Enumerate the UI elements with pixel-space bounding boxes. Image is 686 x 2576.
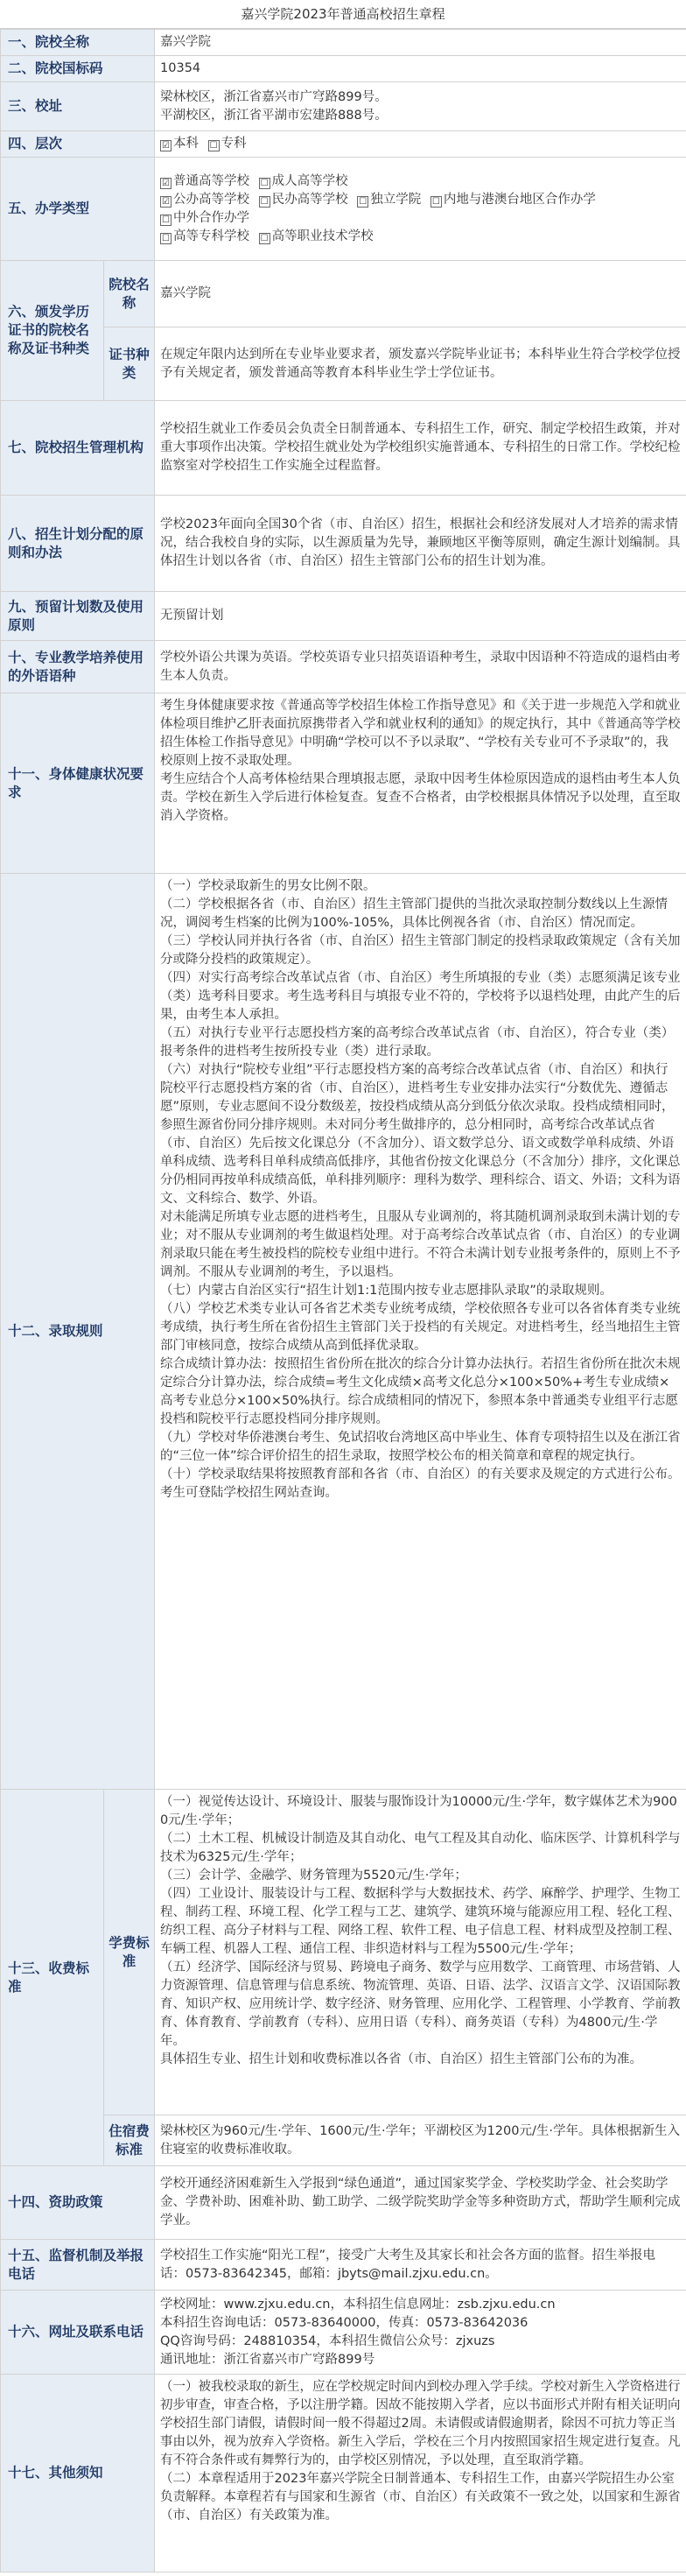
contact-line: 学校网址：www.zjxu.edu.cn，本科招生信息网址：zsb.zjxu.edu.cn [160,2297,556,2312]
paragraph: （七）内蒙古自治区实行“招生计划1:1范围内按专业志愿排队录取”的录取规则。 [160,1284,612,1298]
row-header: 八、招生计划分配的原则和办法 [1,496,155,592]
row-value: 学校开通经济困难新生入学报到“绿色通道”，通过国家奖学金、学校奖助学金、社会奖助学金、学费补助、困难补助、勤工助学、二级学院奖助学金等多种资助方式，帮助学生顺利完成学业。 [155,2166,686,2240]
row-value [155,693,686,874]
row-value [155,874,686,1790]
paragraph: （九）学校对华侨港澳台考生、免试招收台湾地区高中毕业生、体育专项特招生以及在浙江省的“三位一体”综合评价招生的招生录取，按照学校公布的相关简章和章程的规定执行。 [160,1431,681,1463]
row-certificate-type [1,327,686,401]
paragraph: （三）会计学、金融学、财务管理为5520元/生·学年； [160,1869,467,1883]
unchecked-checkbox-icon: ☐ [430,196,442,208]
row-header: 四、层次 [1,131,155,158]
row-header: 十三、收费标准 [1,1790,104,2166]
campus-line: 平湖校区，浙江省平湖市宏建路888号。 [160,108,388,123]
row-value: 嘉兴学院 [155,30,686,56]
sub-header: 住宿费标准 [104,2115,155,2166]
row-header: 十、专业教学培养使用 的外语语种 [1,641,155,693]
row-contact [1,2291,686,2375]
unchecked-checkbox-icon: ☐ [259,196,270,208]
paragraph: （八）学校艺术类专业认可各省艺术类专业统考成绩，学校依照各专业可以各省体育类专业统考成绩，执行考生所在省份招生主管部门关于投档的有关规定。对进档考生，经当地招生主管部门审核同意，按综合成绩从高到低择优录取。 [160,1302,681,1353]
paragraph: （四）对实行高考综合改革试点省（市、自治区）考生所填报的专业（类）志愿须满足该专业（类）选考科目要求。考生选考科目与填报专业不符的，学校将予以退档处理，由此产生的后果，由考生本人承担。 [160,971,681,1022]
row-header: 十五、监督机制及举报电话 [1,2240,155,2291]
row-value [155,131,686,158]
row-header: 九、预留计划数及使用 原则 [1,592,155,641]
row-school-type [1,158,686,261]
row-health-requirements [1,693,686,874]
paragraph: （一）视觉传达设计、环境设计、服装与服饰设计为10000元/生·学年，数字媒体艺术为9000元/生·学年； [160,1795,677,1827]
sub-header: 证书种类 [104,327,155,401]
option-junior-college: ☐ 专科 [208,137,247,151]
sub-header: 学费标准 [104,1790,155,2115]
paragraph: 考生应结合个人高考体检结果合理填报志愿，录取中因考生体检原因造成的退档由考生本人负责。学校在新生入学后进行体检复查。复查不合格者，由学校根据具体情况予以处理，直至取消入学资格。 [160,772,681,823]
contact-line: QQ咨询号码：248810354，本科招生微信公众号：zjxuzs [160,2333,495,2348]
unchecked-checkbox-icon: ☐ [160,233,172,244]
row-value: ☑ 普通高等学校 ☐ 成人高等学校 ☑ 公办高等学校 ☐ 民办高等学校 ☐ 独立学院 ☐ 内地与港澳台地区合作办学 ☐ 中外合作办学 ☐ 高等专科学校 ☐ 高等职业技术学校 [155,158,686,261]
row-value [155,2375,686,2572]
row-header: 十七、其他须知 [1,2375,155,2572]
option-undergraduate: ☑ 本科 [160,137,199,151]
row-value [155,82,686,131]
row-other-notes [1,2375,686,2572]
paragraph: 对未能满足所填专业志愿的进档考生，且服从专业调剂的，将其随机调剂录取到未满计划的专业；对不服从专业调剂的考生做退档处理。对于高考综合改革试点省（市、自治区）的专业调剂录取只能在考生被投档的院校专业组中进行。不符合未满计划专业报考条件的，原则上不予调剂。不服从专业调剂的考生，予以退档。 [160,1210,681,1279]
row-value: 无预留计划 [155,592,686,641]
paragraph: （二）本章程适用于2023年嘉兴学院全日制普通本、专科招生工作，由嘉兴学院招生办公室负责解释。本章程若有与国家和生源省（市、自治区）有关政策不一致之处，以国家和生源省（市、自治区）有关政策为准。 [160,2472,681,2523]
row-level [1,131,686,158]
paragraph: （二）学校根据各省（市、自治区）招生主管部门提供的当批次录取控制分数线以上生源情况，调阅考生档案的比例为100%-105%，具体比例视各省（市、自治区）情况而定。 [160,897,668,930]
row-institution-name [1,30,686,56]
paragraph: （四）工业设计、服装设计与工程、数据科学与大数据技术、药学、麻醉学、护理学、生物工程、制药工程、环境工程、化学工程与工艺、建筑学、建筑环境与能源应用工程、轻化工程、纺织工程、高分子材料与工程、网络工程、软件工程、电子信息工程、材料成型及控制工程、车辆工程、机器人工程、通信工程、非织造材料与工程为5500元/生·学年； [160,1887,681,1956]
row-value: 学校招生工作实施“阳光工程”，接受广大考生及其家长和社会各方面的监督。招生举报电话：0573-83642345，邮箱：jbyts@mail.zjxu.edu.cn。 [155,2240,686,2291]
row-plan-principles [1,496,686,592]
paragraph: （二）土木工程、机械设计制造及其自动化、电气工程及其自动化、临床医学、计算机科学与技术为6325元/生·学年； [160,1832,681,1864]
row-tuition [1,1790,686,2115]
sub-header: 院校名称 [104,261,155,327]
row-admin-org [1,401,686,496]
row-admission-rules [1,874,686,1790]
paragraph: （十）学校录取结果将按照教育部和各省（市、自治区）的有关要求及规定的方式进行公布。考生可登陆学校招生网站查询。 [160,1467,681,1500]
row-header: 十六、网址及联系电话 [1,2291,155,2375]
row-value: 学校外语公共课为英语。学校英语专业只招英语语种考生，录取中因语种不符造成的退档由考生本人负责。 [155,641,686,693]
row-financial-aid [1,2166,686,2240]
row-accommodation [1,2115,686,2166]
paragraph: 具体招生专业、招生计划和收费标准以各省（市、自治区）招生主管部门公布的为准。 [160,2052,643,2066]
row-header: 一、院校全称 [1,30,155,56]
row-header: 十四、资助政策 [1,2166,155,2240]
paragraph: （一）学校录取新生的男女比例不限。 [160,879,376,893]
row-reserved-plan [1,592,686,641]
row-value: 学校2023年面向全国30个省（市、自治区）招生，根据社会和经济发展对人才培养的需求情况，结合我校自身的实际，以生源质量为先导，兼顾地区平衡等原则，确定生源计划编制。具体招生计划以各省（市、自治区）招生主管部门公布的招生计划为准。 [155,496,686,592]
contact-line: 本科招生咨询电话：0573-83640000，传真：0573-83642036 [160,2315,528,2330]
checked-checkbox-icon: ☑ [160,178,172,189]
unchecked-checkbox-icon: ☐ [259,178,270,189]
checked-checkbox-icon: ☑ [160,140,172,151]
row-header: 三、校址 [1,82,155,131]
campus-line: 梁林校区，浙江省嘉兴市广穹路899号。 [160,89,388,104]
row-value: 梁林校区为960元/生·学年、1600元/生·学年；平湖校区为1200元/生·学年。具体根据新生入住寝室的收费标准收取。 [155,2115,686,2166]
row-value [155,2291,686,2375]
paragraph: （六）对执行“院校专业组”平行志愿投档方案的高考综合改革试点省（市、自治区）和执行院校平行志愿投档方案的省（市、自治区），进档考生专业安排办法实行“分数优先、遵循志愿”原则，专业志愿间不设分数级差，按投档成绩从高分到低分依次录取。投档成绩相同时，参照生源省份同分排序规则。未对同分考生做排序的，总分相同时，高考综合改革试点省（市、自治区）先后按文化课总分（不含加分）、语文数学总分、语文或数学单科成绩、外语单科成绩、选考科目单科成绩高低排序，其他省份按文化课总分（不含加分）排序，文化课总分仍相同再按单科成绩高低，单科排列顺序：理科为数学、理科综合、语文、外语；文科为语文、文科综合、数学、外语。 [160,1063,681,1206]
row-address [1,82,686,131]
row-header: 七、院校招生管理机构 [1,401,155,496]
unchecked-checkbox-icon: ☐ [357,196,368,208]
admission-rules-table [0,29,686,2572]
row-header: 十一、身体健康状况要求 [1,693,155,874]
row-supervision [1,2240,686,2291]
row-value: 嘉兴学院 [155,261,686,327]
row-institution-code [1,56,686,82]
row-header: 五、办学类型 [1,158,155,261]
row-header: 六、颁发学历证书的院校名称及证书种类 [1,261,104,401]
row-header: 十二、录取规则 [1,874,155,1790]
paragraph: 考生身体健康要求按《普通高等学校招生体检工作指导意见》和《关于进一步规范入学和就业体检项目维护乙肝表面抗原携带者入学和就业权利的通知》的规定执行，其中《普通高等学校招生体检工作指导意见》中明确“学校可以不予以录取”、“学校有关专业可不予录取”的，我校原则上按不录取处理。 [160,699,681,768]
page-title: 嘉兴学院2023年普通高校招生章程 [0,0,686,29]
unchecked-checkbox-icon: ☐ [208,140,220,151]
row-certificate [1,261,686,327]
unchecked-checkbox-icon: ☐ [259,233,270,244]
row-value [155,1790,686,2115]
paragraph: （一）被我校录取的新生，应在学校规定时间内到校办理入学手续。学校对新生入学资格进行初步审查，审查合格，予以注册学籍。因故不能按期入学者，应以书面形式并附有相关证明向学校招生部门请假，请假时间一般不得超过2周。未请假或请假逾期者，除因不可抗力等正当事由以外，视为放弃入学资格。新生入学后，学校在三个月内按照国家招生规定进行复查。凡有不符合条件或有舞弊行为的，由学校区别情况，予以处理，直至取消学籍。 [160,2380,681,2467]
row-value: 10354 [155,56,686,82]
row-value: 学校招生就业工作委员会负责全日制普通本、专科招生工作，研究、制定学校招生政策，并对重大事项作出决策。学校招生就业处为学校组织实施普通本、专科招生的日常工作。学校纪检监察室对学校招生工作实施全过程监督。 [155,401,686,496]
row-header: 二、院校国标码 [1,56,155,82]
paragraph: 综合成绩计算办法：按照招生省份所在批次的综合分计算办法执行。若招生省份所在批次未规定综合分计算办法，综合成绩=考生文化成绩×高考文化总分×100×50%+考生专业成绩×高考专业总分×100×50%执行。综合成绩相同的情况下，参照本条中普通类专业组平行志愿投档和院校平行志愿投档同分排序规则。 [160,1357,681,1426]
unchecked-checkbox-icon: ☐ [160,215,172,226]
row-foreign-language [1,641,686,693]
checked-checkbox-icon: ☑ [160,196,172,208]
contact-line: 通讯地址：浙江省嘉兴市广穹路899号 [160,2352,375,2367]
paragraph: （五）对执行专业平行志愿投档方案的高考综合改革试点省（市、自治区），符合专业（类）报考条件的进档考生按所投专业（类）进行录取。 [160,1026,675,1059]
row-value: 在规定年限内达到所在专业毕业要求者，颁发嘉兴学院毕业证书；本科毕业生符合学校学位授予有关规定者，颁发普通高等教育本科毕业生学士学位证书。 [155,327,686,401]
paragraph: （三）学校认同并执行各省（市、自治区）招生主管部门制定的投档录取政策规定（含有关加分或降分投档的政策规定）。 [160,934,681,967]
paragraph: （五）经济学、国际经济与贸易、跨境电子商务、数学与应用数学、工商管理、市场营销、人力资源管理、信息管理与信息系统、物流管理、英语、日语、法学、汉语言文学、汉语国际教育、知识产权、应用统计学、数字经济、财务管理、应用化学、工程管理、小学教育、学前教育、体育教育、学前教育（专科）、应用日语（专科）、商务英语（专科）为4800元/生·学年。 [160,1960,681,2048]
